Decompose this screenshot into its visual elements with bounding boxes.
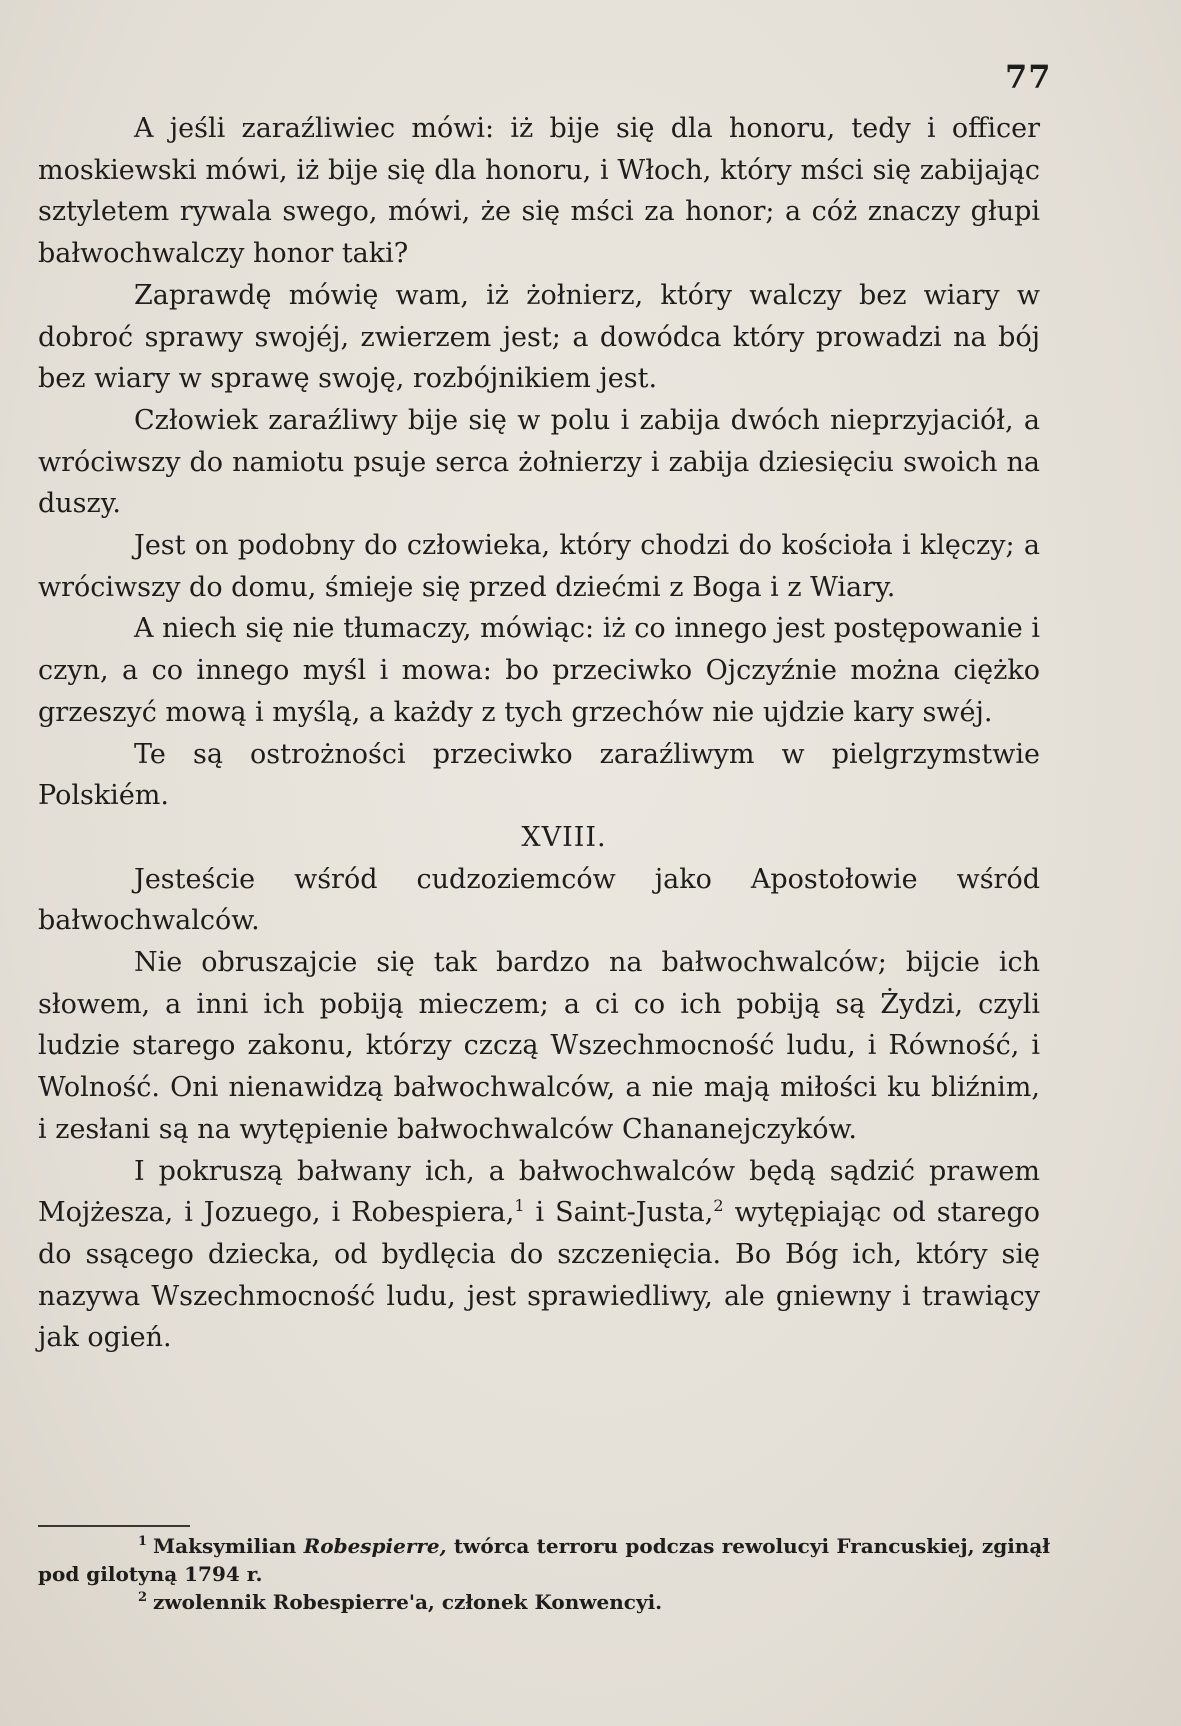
footnote-text: Maksymilian <box>153 1534 304 1558</box>
footnote-text: twórca terroru podczas rewolucyi Francuskiej, zginął pod gilotyną 1794 r. <box>38 1534 1050 1586</box>
paragraph: Nie obruszajcie się tak bardzo na bałwochwalców; bijcie ich słowem, a inni ich pobiją mieczem; a ci co ich pobiją są Żydzi, czyli ludzie starego zakonu, którzy czczą Wszechmocność ludu, i Równość, i Wolność. Oni nienawidzą bałwochwalców, a nie mają miłości ku bliźnim, i zesłani są na wytępienie bałwochwalców Chananejczyków. <box>38 947 1040 1145</box>
body-text <box>38 108 1040 1359</box>
footnote-ref: 2 <box>713 1196 724 1216</box>
paragraph: Człowiek zaraźliwy bije się w polu i zabija dwóch nieprzyjaciół, a wróciwszy do namiotu psuje serca żołnierzy i zabija dziesięciu swoich na duszy. <box>38 404 1040 520</box>
footnote-mark: 1 <box>138 1534 148 1550</box>
footnotes <box>38 1532 1050 1616</box>
footnote-text: zwolennik Robespierre'a, członek Konwencyi. <box>153 1590 663 1614</box>
paragraph-text: i Saint-Justa, <box>524 1197 714 1229</box>
page-number: 77 <box>1005 58 1052 96</box>
paragraph-text: wytępiając od starego do ssącego dziecka, od bydlęcia do szczenięcia. Bo Bóg ich, który się nazywa Wszechmocność ludu, jest sprawiedliwy, ale gniewny i trawiący jak ogień. <box>38 1197 1040 1354</box>
paragraph-with-footnote-refs <box>38 1151 1040 1360</box>
footnote <box>38 1532 1050 1588</box>
paragraph-text: I pokruszą bałwany ich, a bałwochwalców będą sądzić prawem Mojżesza, i Jozuego, i Robespiera, <box>38 1155 1040 1229</box>
footnote-ref: 1 <box>514 1196 525 1216</box>
paragraph: A niech się nie tłumaczy, mówiąc: iż co innego jest postępowanie i czyn, a co innego myśl i mowa: bo przeciwko Ojczyźnie można ciężko grzeszyć mową i myślą, a każdy z tych grzechów nie ujdzie kary swéj. <box>38 613 1040 728</box>
paragraph: A jeśli zaraźliwiec mówi: iż bije się dla honoru, tedy i officer moskiewski mówi, iż bije się dla honoru, i Włoch, który mści się zabijając sztyletem rywala swego, mówi, że się mści za honor; a cóż znaczy głupi bałwochwalczy honor taki? <box>38 113 1040 270</box>
footnote-divider <box>38 1525 190 1527</box>
footnote <box>38 1588 1050 1616</box>
footnote-mark: 2 <box>138 1590 148 1606</box>
paragraph: Jest on podobny do człowieka, który chodzi do kościoła i klęczy; a wróciwszy do domu, śmieje się przed dziećmi z Boga i z Wiary. <box>38 530 1040 603</box>
paragraph: Te są ostrożności przeciwko zaraźliwym w pielgrzymstwie Polskiém. <box>38 738 1040 812</box>
section-heading: XVIII. <box>521 821 607 853</box>
paragraph: Jesteście wśród cudzoziemców jako Apostołowie wśród bałwochwalców. <box>38 863 1040 937</box>
paragraph: Zaprawdę mówię wam, iż żołnierz, który walczy bez wiary w dobroć sprawy swojéj, zwierzem jest; a dowódca który prowadzi na bój bez wiary w sprawę swoję, rozbójnikiem jest. <box>38 279 1040 395</box>
footnote-name: Robespierre, <box>303 1534 447 1558</box>
